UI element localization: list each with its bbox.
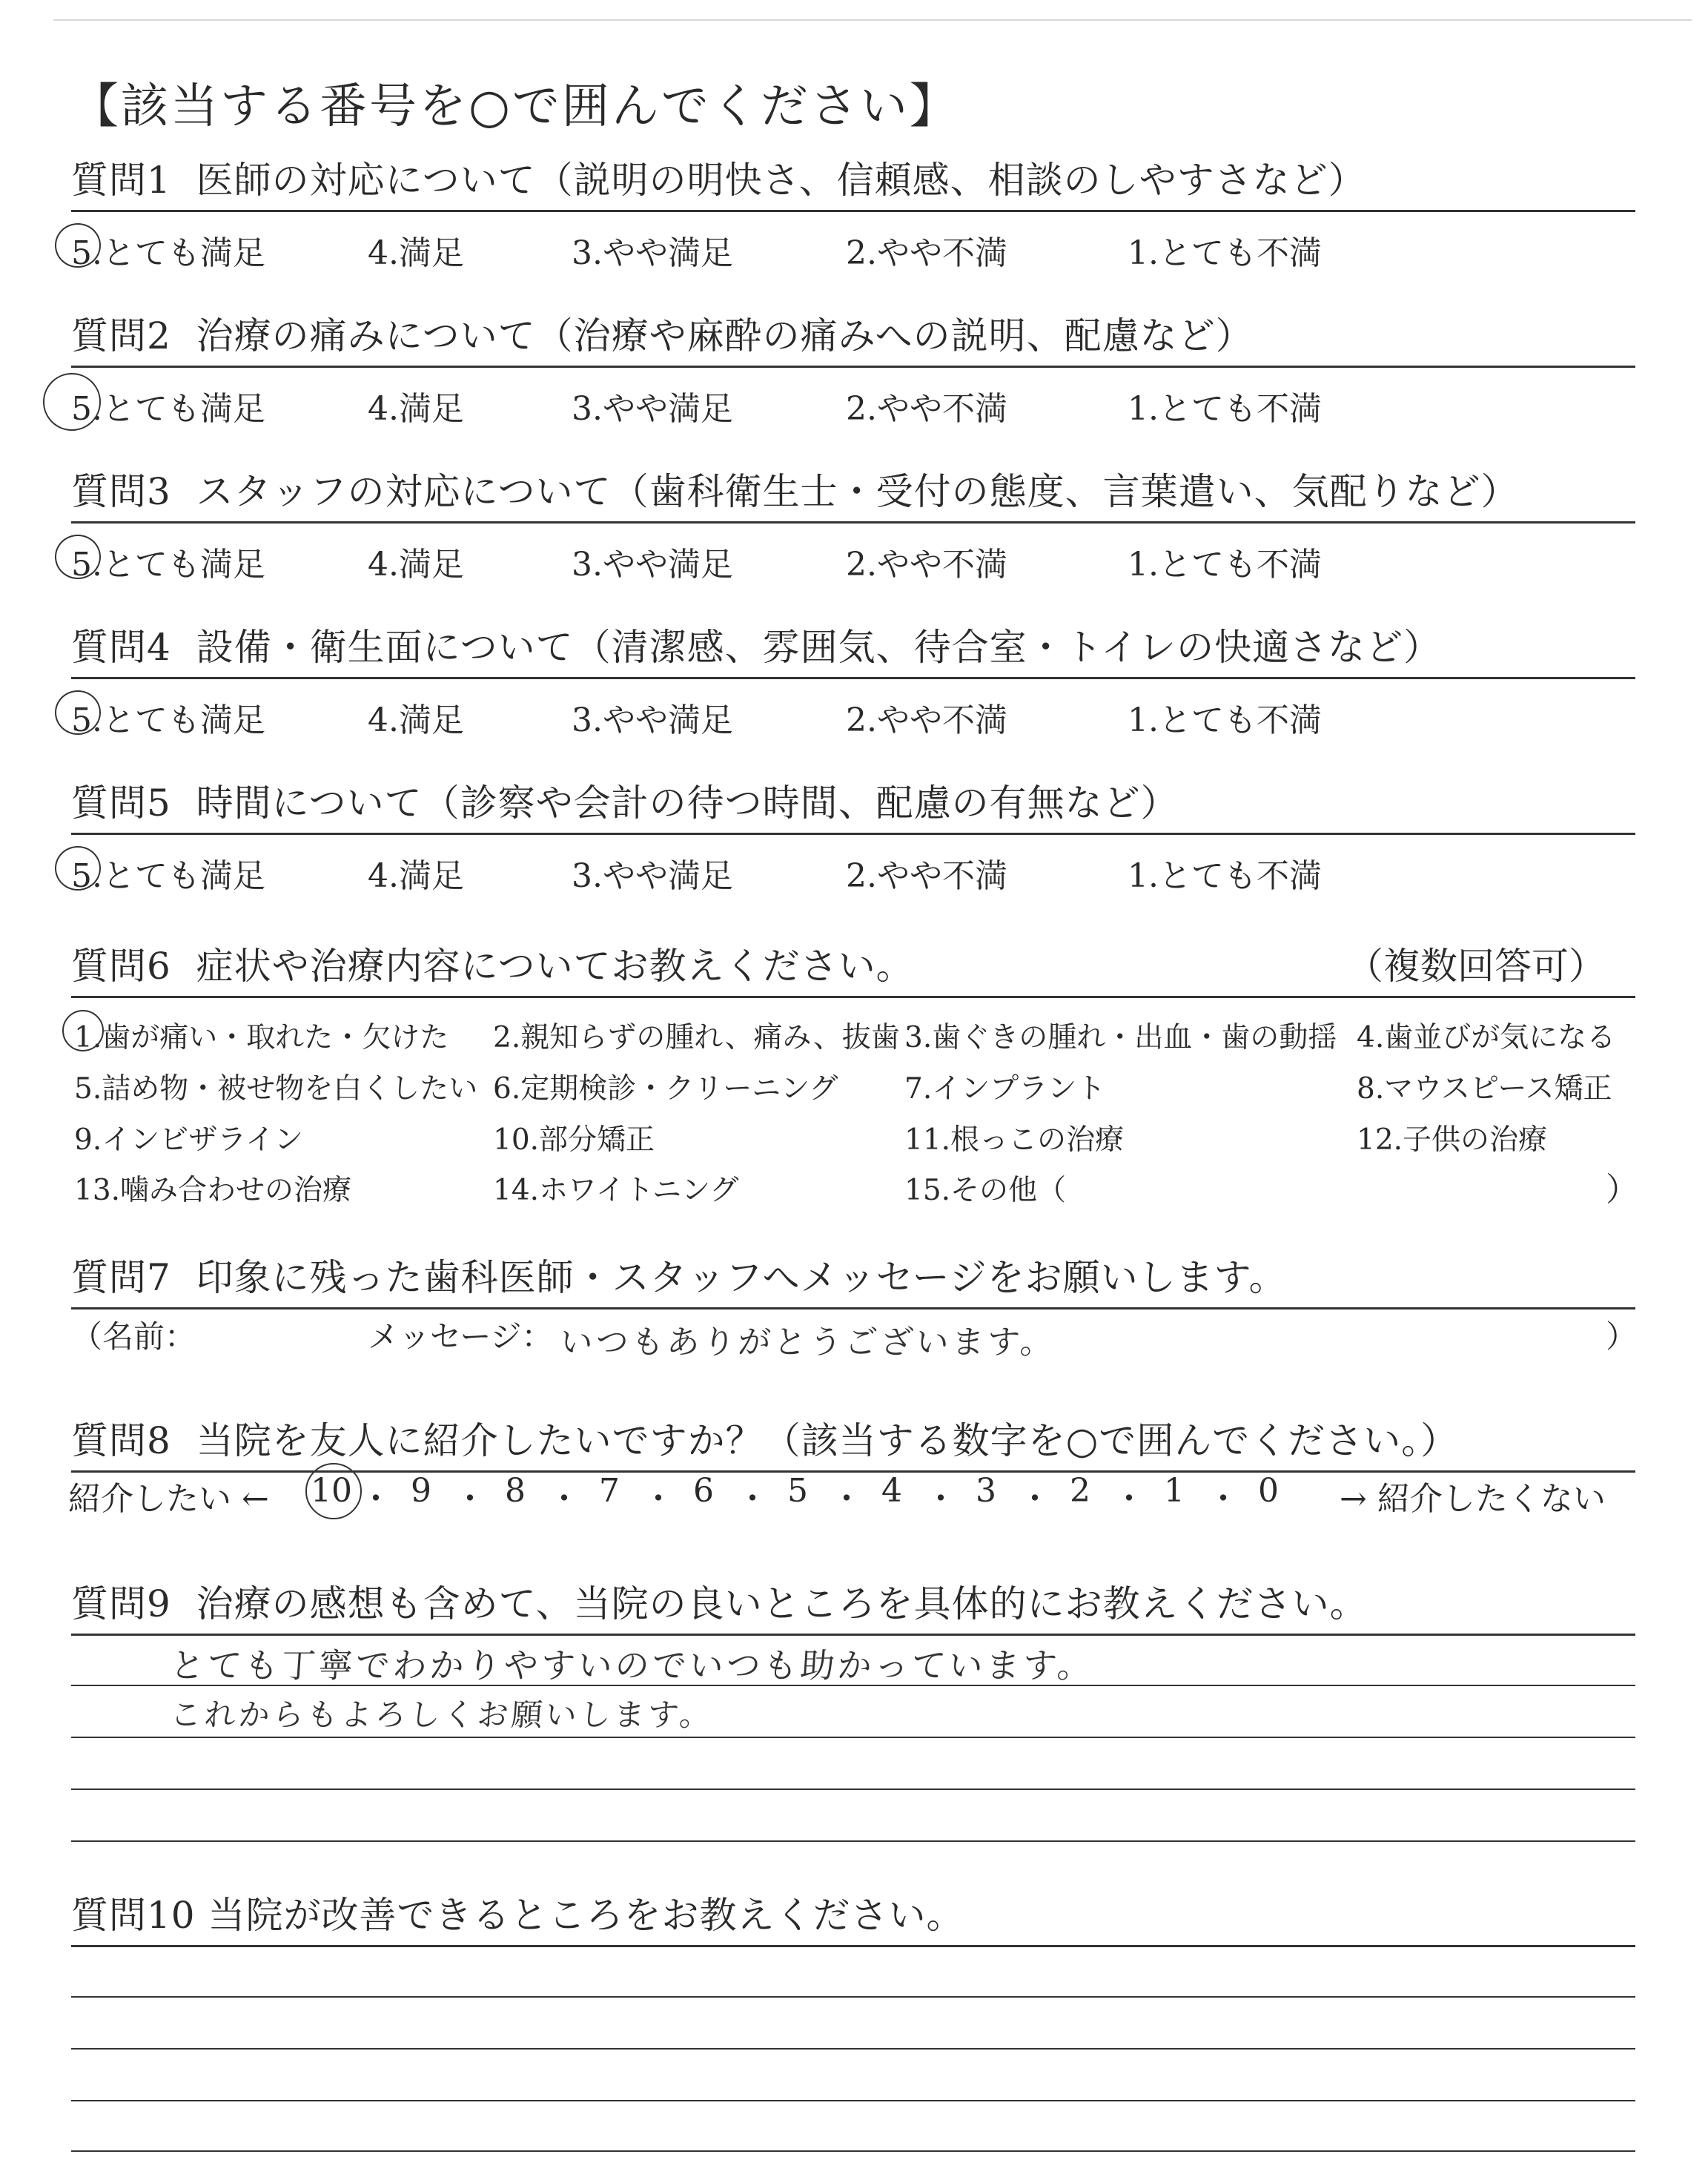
q1-option[interactable]: 5.とても満足 [71,234,265,272]
q4-option[interactable]: 4.満足 [368,701,464,739]
q4-option[interactable]: 3.やや満足 [572,701,733,739]
q3-option[interactable]: 5.とても満足 [71,546,265,584]
q9-answer-handwritten[interactable]: とても丁寧でわかりやすいのでいつも助かっています。 [168,1645,1096,1685]
q6-option[interactable]: 14.ホワイトニング [493,1174,739,1207]
q6-title [71,937,914,990]
q2-option[interactable]: 5.とても満足 [71,390,265,428]
q2-label: 質問2 [71,314,171,357]
q6-option[interactable]: 12.子供の治療 [1357,1123,1548,1157]
q6-option[interactable]: 15.その他（ [904,1174,1067,1207]
q2-option[interactable]: 3.やや満足 [572,390,733,428]
q5-option[interactable]: 4.満足 [368,857,464,895]
q4-header [71,619,1635,679]
q8-scale-number[interactable]: 1 [1164,1472,1185,1510]
q8-scale-number[interactable]: 7 [599,1472,620,1510]
q7-message-label: メッセージ： [368,1318,553,1355]
q4-label: 質問4 [71,626,171,669]
q6-option[interactable]: 2.親知らずの腫れ、痛み、抜歯 [493,1021,900,1054]
q3-option[interactable]: 2.やや不満 [846,546,1007,584]
q1-option[interactable]: 4.満足 [368,234,464,272]
q8-scale-number[interactable]: 10 [311,1472,352,1510]
q8-left-label: 紹介したい ← [68,1480,269,1518]
q10-label: 質問10 [71,1894,196,1937]
q5-label: 質問5 [71,782,171,825]
answer-circle-mark [55,223,101,268]
q6-header [71,938,1635,998]
q6-option[interactable]: 6.定期検診・クリーニング [493,1072,838,1106]
q7-message-handwritten[interactable]: いつもありがとうございます。 [558,1324,1057,1361]
q8-scale-separator: ・ [1113,1480,1145,1518]
q8-scale-separator: ・ [830,1480,863,1518]
q1-option[interactable]: 2.やや不満 [846,234,1007,272]
q8-scale-separator: ・ [360,1480,392,1518]
q9-answer-handwritten[interactable]: これからもよろしくお願いします。 [169,1697,715,1733]
q7-header [71,1249,1635,1309]
q2-options [71,382,1635,426]
q1-text: 医師の対応について（説明の明快さ、信頼感、相談のしやすさなど） [196,159,1366,202]
answer-circle-mark [55,535,101,579]
q6-option[interactable]: 3.歯ぐきの腫れ・出血・歯の動揺 [904,1021,1337,1054]
q9-label: 質問9 [71,1582,171,1625]
q6-text: 症状や治療内容についてお教えください。 [196,945,914,988]
q3-header [71,463,1635,524]
q3-option[interactable]: 4.満足 [368,546,464,584]
answer-circle-mark [55,690,101,735]
q8-text: 当院を友人に紹介したいですか？（該当する数字を○で囲んでください。） [196,1419,1459,1462]
q7-name-label: （名前： [71,1318,196,1355]
q10-answer-line [71,2048,1635,2050]
q6-option[interactable]: 10.部分矯正 [493,1123,655,1157]
q6-option[interactable]: 8.マウスピース矯正 [1357,1072,1612,1106]
q7-title [71,1248,1287,1301]
q8-scale-separator: ・ [454,1480,486,1518]
q2-option[interactable]: 2.やや不満 [846,390,1007,428]
q8-label: 質問8 [71,1419,171,1462]
page-top-rule [53,19,1692,21]
q8-scale-separator: ・ [548,1480,580,1518]
q9-answer-line [71,1840,1635,1842]
q8-scale-number[interactable]: 8 [505,1472,526,1510]
q9-header [71,1576,1635,1636]
form-title: 【該当する番号を○で囲んでください】 [71,79,959,134]
q2-title [71,306,1254,360]
q6-option[interactable]: 11.根っこの治療 [904,1123,1125,1157]
q5-option[interactable]: 3.やや満足 [572,857,733,895]
q4-option[interactable]: 1.とても不満 [1128,701,1322,739]
q5-options [71,849,1635,894]
q6-option[interactable]: 4.歯並びが気になる [1357,1021,1616,1054]
q7-label: 質問7 [71,1256,171,1299]
q9-answer-line [71,1789,1635,1790]
q5-text: 時間について（診察や会計の待つ時間、配慮の有無など） [196,782,1179,825]
q8-scale-number[interactable]: 0 [1258,1472,1279,1510]
q4-text: 設備・衛生面について（清潔感、雰囲気、待合室・トイレの快適さなど） [196,626,1442,669]
q6-option[interactable]: 13.噛み合わせの治療 [74,1174,352,1207]
q8-scale-separator: ・ [736,1480,769,1518]
q4-option[interactable]: 2.やや不満 [846,701,1007,739]
q3-option[interactable]: 1.とても不満 [1128,546,1322,584]
q4-title [71,618,1441,671]
q2-text: 治療の痛みについて（治療や麻酔の痛みへの説明、配慮など） [196,314,1254,357]
q4-option[interactable]: 5.とても満足 [71,701,265,739]
q2-option[interactable]: 4.満足 [368,390,464,428]
q1-options [71,226,1635,271]
q7-answer-row [71,1312,1638,1361]
q7-close-paren: ） [1606,1318,1638,1355]
q8-title [71,1411,1458,1464]
q1-title [71,151,1366,204]
q8-header [71,1413,1635,1473]
q3-text: スタッフの対応について（歯科衛生士・受付の態度、言葉遣い、気配りなど） [196,470,1519,513]
answer-circle-mark [43,373,101,431]
q5-title [71,773,1179,827]
q6-label: 質問6 [71,945,171,988]
q8-right-label: → 紹介したくない [1340,1480,1606,1518]
q9-answer-line [71,1737,1635,1738]
q1-label: 質問1 [71,159,171,202]
q2-option[interactable]: 1.とても不満 [1128,390,1322,428]
q8-scale-separator: ・ [1019,1480,1051,1518]
q8-scale-separator: ・ [1207,1480,1239,1518]
q8-scale-number[interactable]: 5 [787,1472,808,1510]
answer-circle-mark [55,846,101,891]
q7-text: 印象に残った歯科医師・スタッフへメッセージをお願いします。 [196,1256,1287,1299]
q6-other-close-paren: ） [1606,1171,1638,1209]
q8-scale-number[interactable]: 9 [411,1472,431,1510]
q8-scale-number[interactable]: 2 [1070,1472,1090,1510]
q8-scale-separator: ・ [924,1480,957,1518]
q5-option[interactable]: 2.やや不満 [846,857,1007,895]
q10-answer-line [71,2150,1635,2152]
q6-option[interactable]: 5.詰め物・被せ物を白くしたい [74,1072,478,1106]
q8-scale-separator: ・ [642,1480,675,1518]
q3-options [71,538,1635,582]
q9-text: 治療の感想も含めて、当院の良いところを具体的にお教えください。 [196,1582,1368,1625]
q6-option[interactable]: 9.インビザライン [74,1123,304,1157]
q8-recommend-scale [68,1472,1647,1524]
q6-option[interactable]: 7.インプラント [904,1072,1106,1106]
q10-header [71,1887,1635,1947]
q5-option[interactable]: 1.とても不満 [1128,857,1322,895]
q3-label: 質問3 [71,470,171,513]
q6-option[interactable]: 1.歯が痛い・取れた・欠けた [74,1021,449,1054]
q5-option[interactable]: 5.とても満足 [71,857,265,895]
q10-answer-line [71,1996,1635,1998]
q8-scale-number[interactable]: 3 [976,1472,996,1510]
q3-title [71,462,1519,515]
q8-scale-number[interactable]: 4 [881,1472,902,1510]
q10-answer-line [71,2100,1635,2101]
answer-circle-mark [305,1463,362,1519]
q1-header [71,152,1635,212]
q10-text: 当院が改善できるところをお教えください。 [208,1894,964,1937]
q1-option[interactable]: 3.やや満足 [572,234,733,272]
answer-circle-mark [62,1010,104,1051]
q4-options [71,693,1635,738]
q3-option[interactable]: 3.やや満足 [572,546,733,584]
q6-multiple-note: （複数回答可） [1346,945,1606,988]
q8-scale-number[interactable]: 6 [693,1472,714,1510]
q2-header [71,308,1635,368]
q5-header [71,775,1635,835]
q9-title [71,1574,1368,1628]
q1-option[interactable]: 1.とても不満 [1128,234,1322,272]
q10-title [71,1886,964,1939]
